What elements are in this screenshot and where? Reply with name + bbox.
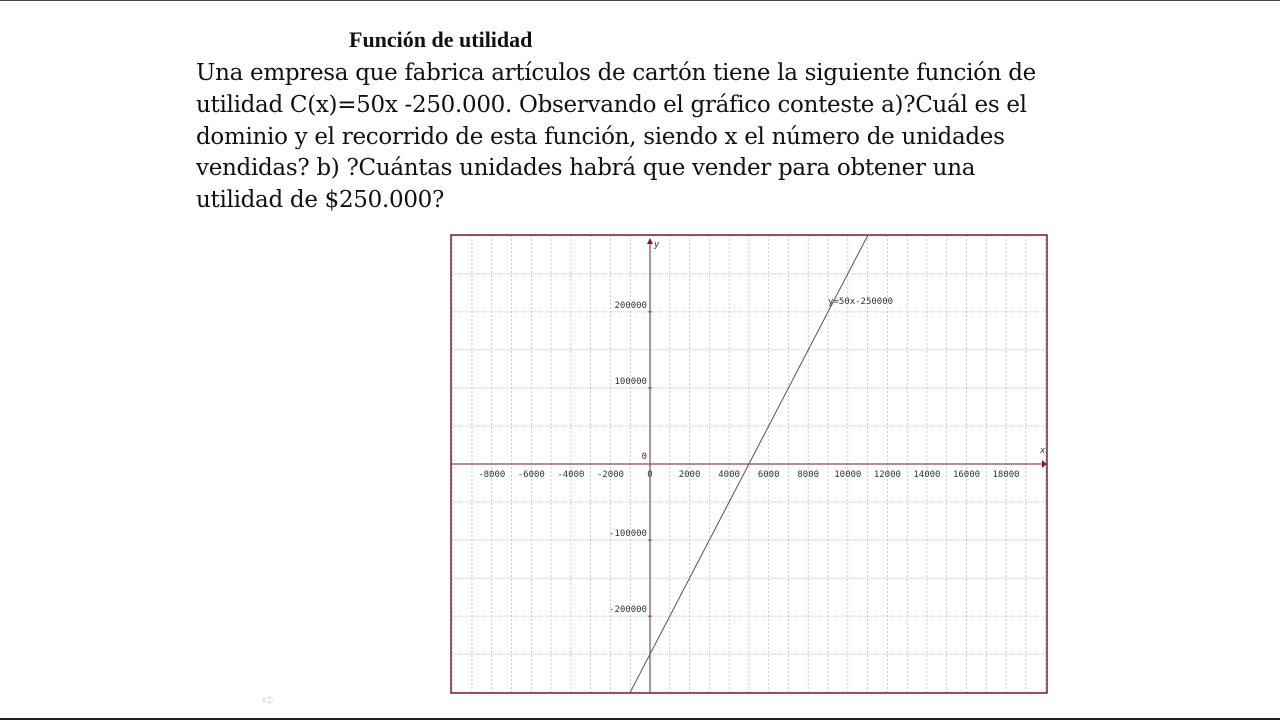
x-tick-label: -4000 [557,470,585,480]
paragraph-line: dominio y el recorrido de esta función, siendo x el número de unidades [196,123,1005,150]
paragraph-line: utilidad de $250.000? [196,187,445,214]
x-tick-label: 14000 [913,470,941,480]
function-graph [450,234,1048,694]
y-tick-label: 200000 [614,300,647,311]
x-tick-label: -8000 [478,470,506,480]
paragraph-line: Una empresa que fabrica artículos de cartón tiene la siguiente función de [196,60,1036,86]
x-axis-label: x [1040,446,1046,456]
y-axis-label: y [653,240,660,250]
top-border [0,0,1280,1]
y-tick-label: -200000 [609,605,647,616]
x-tick-label: -2000 [596,470,624,480]
x-tick-label: 0 [647,470,653,480]
problem-statement [196,58,1036,217]
x-tick-label: 8000 [797,470,820,480]
x-tick-label: 16000 [952,470,981,480]
page-title: Función de utilidad [349,27,533,52]
paragraph-line: utilidad C(x)=50x -250.000. Observando el gráfico conteste a)?Cuál es el [196,91,1027,118]
next-slide-arrow-icon[interactable]: ➪ [262,690,276,709]
paragraph-line: vendidas? b) ?Cuántas unidades habrá que vender para obtener una [196,155,976,182]
x-tick-label: -6000 [517,470,545,480]
y-tick-label: 100000 [614,376,647,387]
x-tick-label: 2000 [678,470,701,480]
x-tick-label: 4000 [718,470,740,480]
x-tick-label: 10000 [834,470,862,480]
y-tick-label: -100000 [609,529,647,540]
x-tick-label: 18000 [992,470,1020,480]
y-tick-label: 0 [641,452,647,462]
x-tick-label: 12000 [873,470,901,480]
function-label: y=50x-250000 [828,297,894,308]
x-tick-label: 6000 [757,470,780,480]
